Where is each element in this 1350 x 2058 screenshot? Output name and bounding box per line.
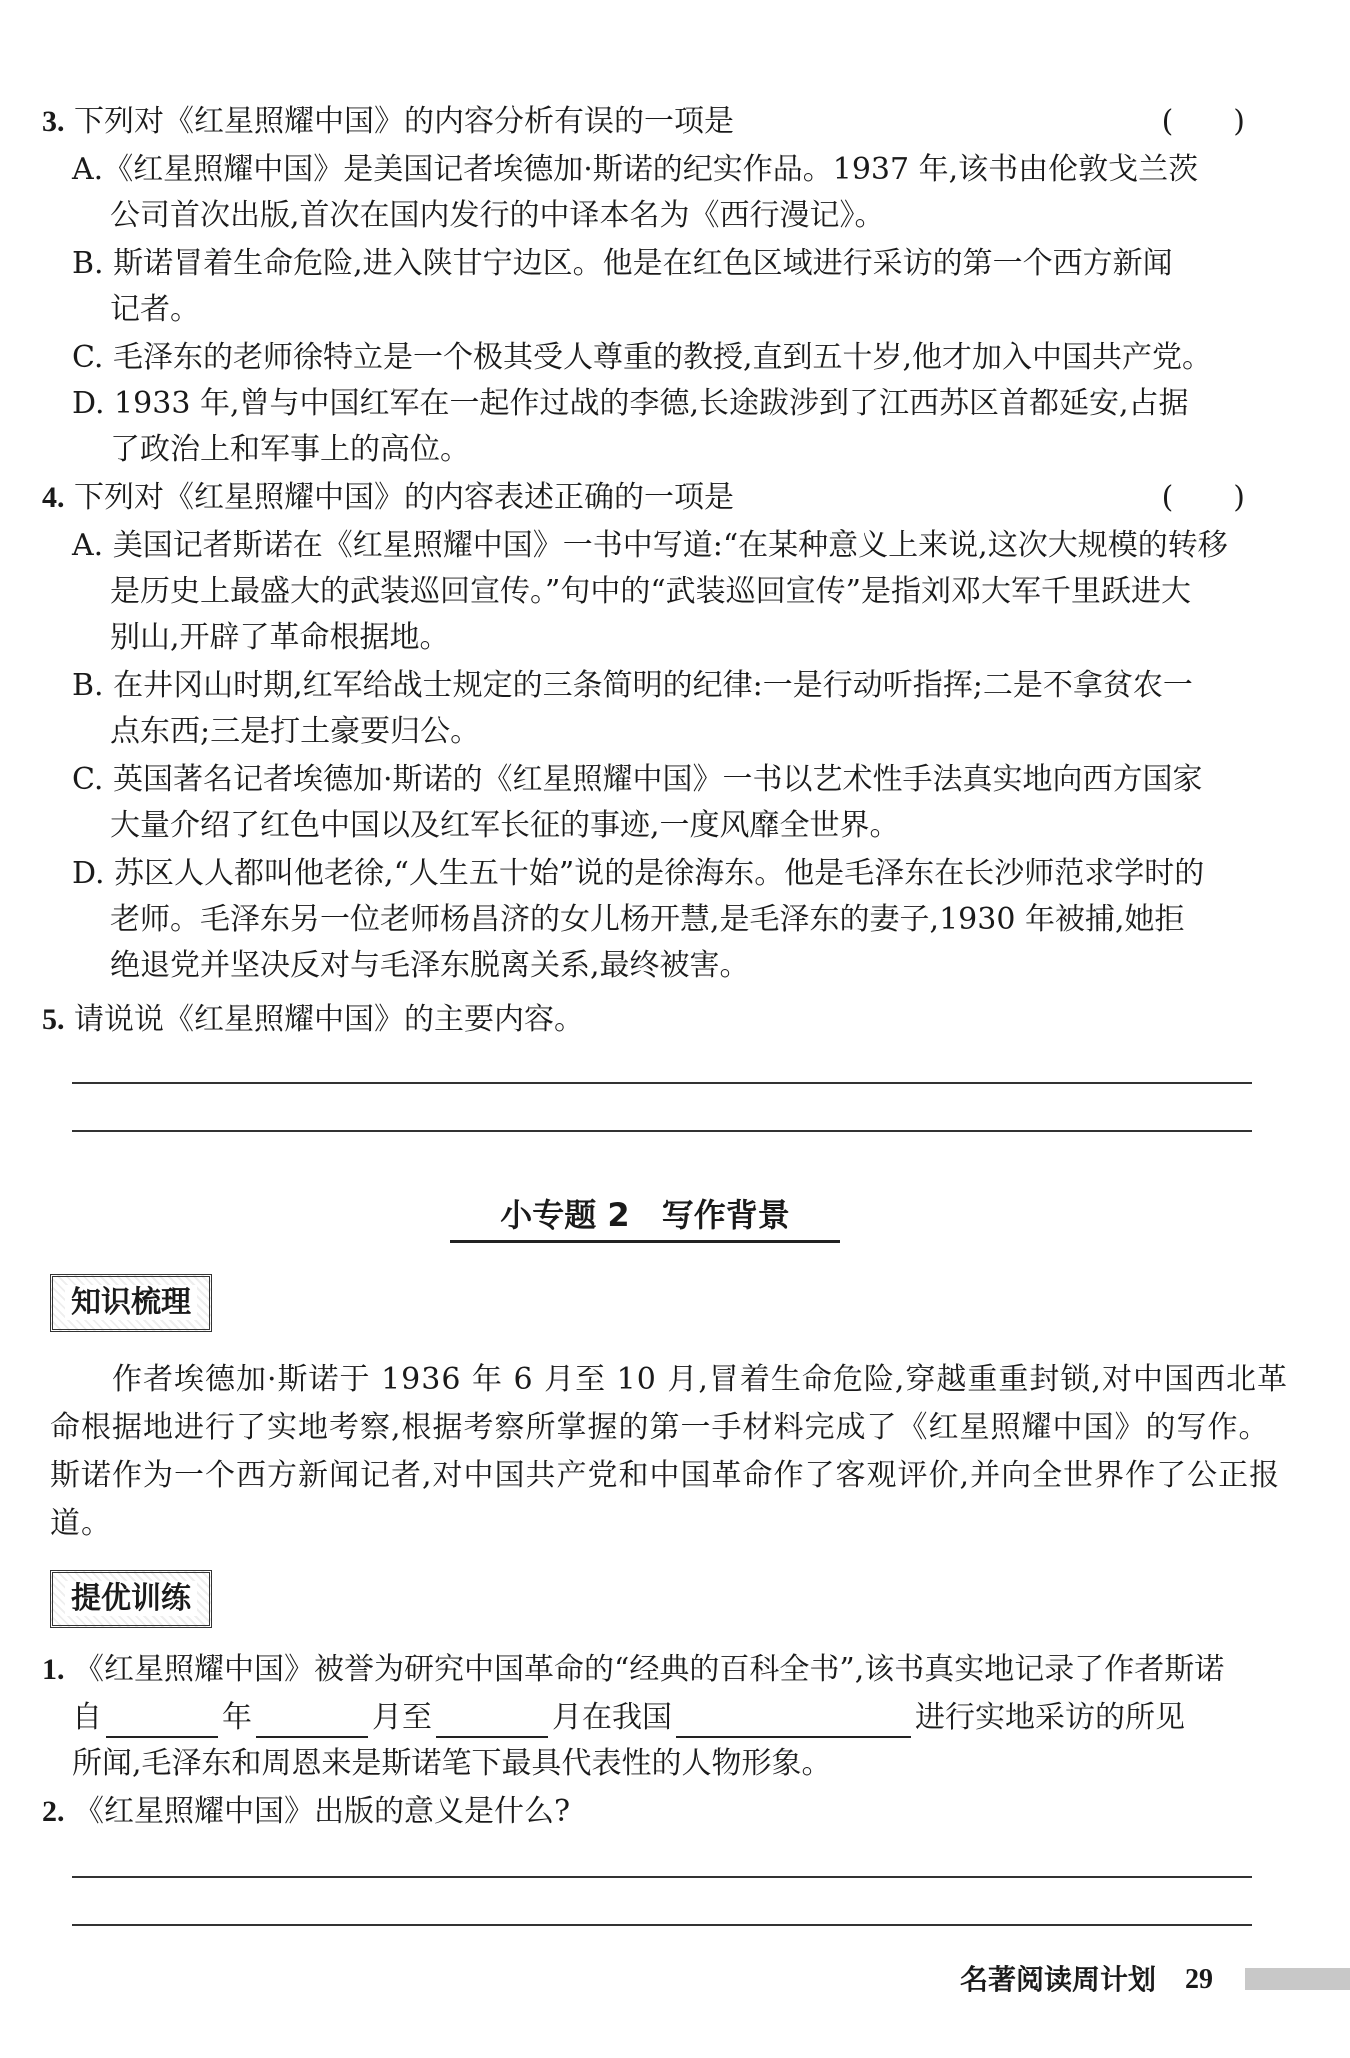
t1-blank-region[interactable]: [676, 1706, 911, 1738]
t2-stem: [42, 1792, 570, 1832]
knowledge-badge-label: 知识梳理: [65, 1285, 197, 1320]
t1-number: 1.: [42, 1653, 65, 1686]
q3-option-c: C. 毛泽东的老师徐特立是一个极其受人尊重的教授,直到五十岁,他才加入中国共产党。: [72, 340, 1213, 375]
q5-answer-line-1[interactable]: [72, 1082, 1252, 1084]
q3-option-b-cont: 记者。: [110, 292, 200, 327]
page-number: 29: [1185, 1964, 1213, 1995]
t1-line1: 《红星照耀中国》被誉为研究中国革命的“经典的百科全书”,该书真实地记录了作者斯诺: [74, 1652, 1225, 1687]
q4-option-a-cont1: 是历史上最盛大的武装巡回宣传。”句中的“武装巡回宣传”是指刘邓大军千里跃进大: [110, 574, 1192, 609]
t1-text-in-china: 月在我国: [552, 1700, 672, 1735]
training-badge: [50, 1570, 212, 1628]
t2-answer-line-1[interactable]: [72, 1876, 1252, 1878]
q5-number: 5.: [42, 1003, 65, 1036]
t2-stem-text: 《红星照耀中国》出版的意义是什么?: [74, 1794, 571, 1829]
q4-option-d-cont1: 老师。毛泽东另一位老师杨昌济的女儿杨开慧,是毛泽东的妻子,1930 年被捕,她拒: [110, 902, 1185, 937]
t2-number: 2.: [42, 1795, 65, 1828]
t1-blank-year[interactable]: [106, 1706, 218, 1738]
q4-stem: [42, 478, 734, 518]
q4-option-a-cont2: 别山,开辟了革命根据地。: [110, 620, 450, 655]
t1-blank-month-end[interactable]: [436, 1706, 548, 1738]
section-title: 小专题 2 写作背景: [450, 1190, 840, 1243]
q3-option-a-cont: 公司首次出版,首次在国内发行的中译本名为《西行漫记》。: [110, 198, 885, 233]
q5-answer-line-2[interactable]: [72, 1130, 1252, 1132]
q3-answer-paren[interactable]: ( ): [1161, 104, 1245, 139]
footer-decoration-bar: [1245, 1968, 1350, 1990]
t1-blank-month-start[interactable]: [256, 1706, 368, 1738]
t1-text-year: 年: [222, 1700, 252, 1735]
training-badge-label: 提优训练: [65, 1581, 197, 1616]
footer-book-title: 名著阅读周计划: [960, 1963, 1157, 1996]
q4-option-a: A. 美国记者斯诺在《红星照耀中国》一书中写道:“在某种意义上来说,这次大规模的转移: [72, 528, 1228, 563]
q3-option-b: B. 斯诺冒着生命危险,进入陕甘宁边区。他是在红色区域进行采访的第一个西方新闻: [72, 246, 1173, 281]
t1-stem: [42, 1650, 1224, 1690]
q3-option-a: A.《红星照耀中国》是美国记者埃德加·斯诺的纪实作品。1937 年,该书由伦敦戈兰茨: [72, 152, 1199, 187]
q4-option-c: C. 英国著名记者埃德加·斯诺的《红星照耀中国》一书以艺术性手法真实地向西方国家: [72, 762, 1203, 797]
q3-stem: [42, 102, 734, 142]
q4-option-c-cont: 大量介绍了红色中国以及红军长征的事迹,一度风靡全世界。: [110, 808, 900, 843]
q5-stem: [42, 1000, 584, 1040]
knowledge-badge: [50, 1274, 212, 1332]
q4-option-b: B. 在井冈山时期,红军给战士规定的三条简明的纪律:一是行动听指挥;二是不拿贫农一: [72, 668, 1193, 703]
t1-text-from: 自: [72, 1700, 102, 1735]
q4-option-d-cont2: 绝退党并坚决反对与毛泽东脱离关系,最终被害。: [110, 948, 750, 983]
q4-option-b-cont: 点东西;三是打土豪要归公。: [110, 714, 481, 749]
t1-line3: 所闻,毛泽东和周恩来是斯诺笔下最具代表性的人物形象。: [72, 1746, 832, 1781]
q5-stem-text: 请说说《红星照耀中国》的主要内容。: [74, 1002, 585, 1037]
q3-option-d-cont: 了政治上和军事上的高位。: [110, 432, 470, 467]
q3-stem-text: 下列对《红星照耀中国》的内容分析有误的一项是: [74, 104, 735, 139]
t1-fill-line: [72, 1698, 1185, 1738]
q3-option-d: D. 1933 年,曾与中国红军在一起作过战的李德,长途跋涉到了江西苏区首都延安,占据: [72, 386, 1189, 421]
t1-text-month-to: 月至: [372, 1700, 432, 1735]
q4-number: 4.: [42, 481, 65, 514]
q4-answer-paren[interactable]: ( ): [1161, 480, 1245, 515]
t2-answer-line-2[interactable]: [72, 1924, 1252, 1926]
q4-stem-text: 下列对《红星照耀中国》的内容表述正确的一项是: [74, 480, 735, 515]
q3-number: 3.: [42, 105, 65, 138]
q4-option-d: D. 苏区人人都叫他老徐,“人生五十始”说的是徐海东。他是毛泽东在长沙师范求学时的: [72, 856, 1205, 891]
knowledge-paragraph: 作者埃德加·斯诺于 1936 年 6 月至 10 月,冒着生命危险,穿越重重封锁,对中国西北革命根据地进行了实地考察,根据考察所掌握的第一手材料完成了《红星照耀中国》的写作。斯诺作为一个西方新闻记者,对中国共产党和中国革命作了客观评价,并向全世界作了公正报道。: [50, 1362, 1288, 1541]
t1-text-interview: 进行实地采访的所见: [915, 1700, 1185, 1735]
